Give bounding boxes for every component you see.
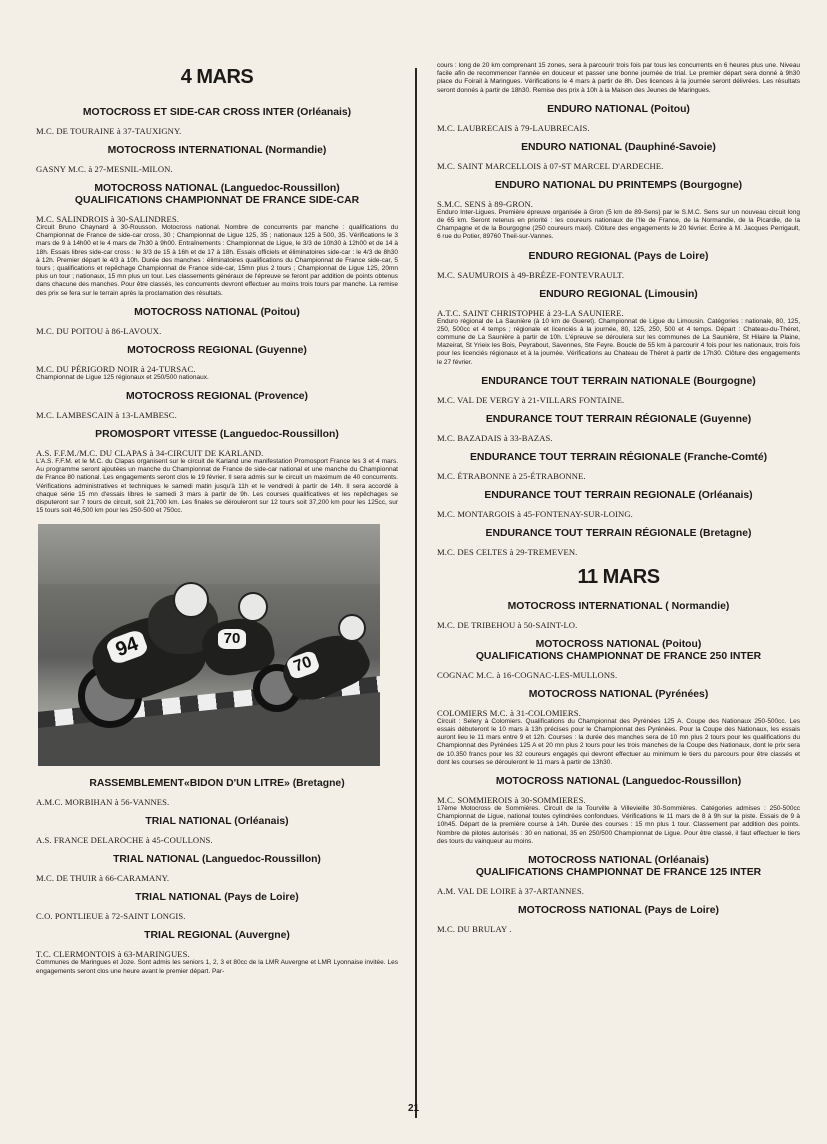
date-heading-4-mars: 4 MARS <box>180 66 254 88</box>
event-description: Championnat de Ligue 125 régionaux et 250/500 nationaux. <box>36 373 209 381</box>
event-club: M.C. LAMBESCAIN à 13-LAMBESC. <box>36 410 177 421</box>
event-club: M.C. LAUBRECAIS à 79-LAUBRECAIS. <box>437 122 590 133</box>
left-events <box>36 107 398 515</box>
event-title-text: ENDURANCE TOUT TERRAIN RÉGIONALE <box>485 527 697 539</box>
event-subtitle: QUALIFICATIONS CHAMPIONNAT DE FRANCE 250 INTER <box>475 650 762 662</box>
event-title-text: MOTOCROSS REGIONAL <box>127 344 253 356</box>
event-title <box>36 930 398 942</box>
event-title-text: MOTOCROSS NATIONAL <box>94 183 218 194</box>
race-photo <box>38 524 380 766</box>
event-title <box>437 689 800 701</box>
event-entry <box>437 601 800 630</box>
race-number-3: 70 <box>285 650 321 681</box>
event-title-text: ENDURO NATIONAL <box>547 103 648 115</box>
event-region: ( Normandie) <box>665 600 730 612</box>
event-entry <box>437 689 800 767</box>
event-entry <box>36 930 398 975</box>
event-title <box>437 414 800 426</box>
event-title-text: ENDURO REGIONAL <box>528 250 632 262</box>
event-entry <box>437 452 800 481</box>
event-region: (Pays de Loire) <box>633 250 709 262</box>
event-title <box>36 892 398 904</box>
right-events-11-mars <box>437 601 800 934</box>
event-title <box>36 345 398 357</box>
event-title <box>437 104 800 116</box>
event-description: L'A.S. F.F.M. et le M.C. du Clapas organisent sur le circuit de Karland une manifestation Promosport France les 3 et 4 mars. Au programme seront ajoutées un manche du Championnat de France de side-car national et une manche du Championnat de France 80 national. Les engagements seront clos le 19 février. Il sera admis sur le circuit un maximum de 40 concurrents. Vérifications administratives et techniques le samedi matin jusqu'à 11h et le vendredi à partir de 14h. Il sera accordé à chaque série 15 mn d'essais libres le samedi 3 mars à partir de 9h. Les courses qualificatives et les repêchages se disputeront sur 7 tours de circuit, soit 21,700 km. Les finales se dérouleront sur 12 tours soit 37,200 km pour les 125cc, sur 15 tours soit 46,500 km pour les 250-500 et 750cc. <box>36 458 398 515</box>
event-region: (Languedoc-Roussillon) <box>220 183 340 194</box>
event-description: Circuit : Selery à Colomiers. Qualifications du Championnat des Pyrénées 125 A. Coupe des Nationaux 250-500cc. Les essais débuteront le 10 mars à 13h précises pour le Championnat des Pyrénées. Pour la Coupe des Nationaux, les essais auront lieu le 11 mars entre 9 et 12h. Courses : la durée des manches sera de 10 mn plus 2 tours pour les qualifications du Championnat des Pyrénées 125 A et 20 mn plus 2 tours pour les trois manches de la Coupe des Nationaux, dont le prix sera de 10.350 francs pour les 32 coureurs engagés qui devront effectuer au minimum le tiers du parcours pour être classés et dont les courses se dérouleront le 11 mars à partir de 13h30. <box>437 717 800 766</box>
event-club: A.M. VAL DE LOIRE à 37-ARTANNES. <box>437 886 584 897</box>
event-club: M.C. BAZADAIS à 33-BAZAS. <box>437 432 553 443</box>
event-title <box>437 452 800 464</box>
event-region: (Pyrénées) <box>655 688 709 700</box>
event-region: (Languedoc-Roussillon) <box>622 776 742 788</box>
event-title-text: RASSEMBLEMENT«BIDON D'UN LITRE» <box>89 778 290 790</box>
event-entry <box>437 104 800 133</box>
helmet-2 <box>238 592 268 622</box>
event-club: M.C. DU PÉRIGORD NOIR à 24-TURSAC. <box>36 363 196 374</box>
event-title <box>36 816 398 828</box>
event-entry <box>437 414 800 443</box>
event-title <box>36 145 398 157</box>
event-entry <box>437 490 800 519</box>
continued-description: cours : long de 20 km comprenant 15 zones, sera à parcourir trois fois par tous les concurrents en 6 heures plus une. Niveau facile afin de recommencer l'année en douceur et passer une bonne journée de trial. Le premier départ sera donné à 9h30 place du Foirail à Maringues. Vérifications le 4 mars à partir de 8h. Des licences à la journée seront délivrées. Les résultats seront donnés à partir de 18h30. Remise des prix à 10h à la Maison des Jeunes de Maringues. <box>437 62 800 94</box>
event-club: T.C. CLERMONTOIS à 63-MARINGUES. <box>36 949 190 960</box>
event-club: A.S. F.F.M./M.C. DU CLAPAS à 34-CIRCUIT DE KARLAND. <box>36 448 264 459</box>
event-region: (Bourgogne) <box>693 375 756 387</box>
event-title <box>437 639 800 651</box>
event-title-text: TRIAL REGIONAL <box>144 930 233 942</box>
event-title-text: MOTOCROSS REGIONAL <box>125 391 252 403</box>
event-entry <box>36 145 398 174</box>
event-entry <box>437 776 800 846</box>
event-region: (Normandie) <box>265 145 327 156</box>
event-entry <box>437 251 800 280</box>
event-club: M.C. DU BRULAY . <box>437 924 512 935</box>
event-title <box>437 142 800 154</box>
event-title-text: MOTOCROSS NATIONAL <box>134 306 258 318</box>
right-column <box>437 62 800 943</box>
event-title-text: ENDURANCE TOUT TERRAIN RÉGIONALE <box>469 451 682 463</box>
event-entry <box>36 345 398 382</box>
event-entry <box>36 854 398 883</box>
event-title <box>437 376 800 388</box>
event-title <box>437 490 800 502</box>
event-title <box>437 528 800 540</box>
event-entry <box>36 183 398 298</box>
event-club: M.C. SAUMUROIS à 49-BRÉZE-FONTEVRAULT. <box>437 269 625 280</box>
event-club: M.C. MONTARGOIS à 45-FONTENAY-SUR-LOING. <box>437 508 633 519</box>
event-title-text: ENDURO REGIONAL <box>539 288 642 300</box>
event-region: (Pays de Loire) <box>644 905 719 917</box>
event-region: (Provence) <box>254 391 309 403</box>
event-club: GASNY M.C. à 27-MESNIL-MILON. <box>36 164 173 174</box>
event-title-text: MOTOCROSS NATIONAL <box>518 905 642 917</box>
right-events <box>437 104 800 557</box>
event-club: COGNAC M.C. à 16-COGNAC-LES-MULLONS. <box>437 669 618 680</box>
event-region: (Orléanais) <box>296 107 352 118</box>
event-entry <box>437 180 800 242</box>
event-title-text: ENDURANCE TOUT TERRAIN NATIONALE <box>481 375 691 387</box>
event-region: (Guyenne) <box>255 344 307 356</box>
event-entry <box>437 142 800 171</box>
column-divider <box>415 68 417 1118</box>
event-region: (Poitou) <box>662 638 702 650</box>
event-entry <box>437 376 800 405</box>
event-entry <box>36 892 398 921</box>
event-club: M.C. DE THUIR à 66-CARAMANY. <box>36 873 170 884</box>
event-title <box>437 180 800 192</box>
event-region: (Dauphiné-Savoie) <box>624 141 716 153</box>
event-entry <box>437 528 800 557</box>
event-title <box>36 778 398 790</box>
event-title <box>437 905 800 917</box>
event-club: M.C. DU POITOU à 86-LAVOUX. <box>36 325 162 336</box>
event-description: Enduro Inter-Ligues. Première épreuve organisée à Gron (5 km de 89-Sens) par le S.M.C. Sens sur un nouveau circuit long de 65 km. Seront retenus en priorité : les coureurs nationaux de l'Ile de France, de la Normandie, de la Picardie, de la Champagne et de la Bourgogne (250 coureurs maxi). Clôture des engagements le 20 février. Écrire à M. Jacques Perrigault, 6 rue du Potier, 89760 Theil-sur-Vannes. <box>437 208 800 241</box>
event-title-text: PROMOSPORT VITESSE <box>95 429 217 441</box>
event-entry <box>36 429 398 515</box>
event-title-text: MOTOCROSS INTERNATIONAL <box>107 145 263 156</box>
event-description: Enduro régional de La Saunière (à 10 km de Gueret). Championnat de Ligue du Limousin. Catégories : nationale, 80, 125, 250, 500cc et 4 temps ; régionale et licenciés à la journée, 80, 125, 250, 500 et 4 temps. Départ : Chateau-du-Théret, commune de La Saunière à partir de 10h. L'épreuve se déroulera sur les communes de La Saunière, St Hilaire la Plaine, Mazeirat, St Yrieix les Bois, Peyrabout, Savennes, Ste Feyre. Boucle de 55 km à parcourir 4 fois pour les nationaux, trois fois pour les licenciés régionaux et à la journée. Vérifications au Chateau de Théret à partir de 17h30. Clôture des engagements le 27 février. <box>437 317 800 366</box>
event-club: A.T.C. SAINT CHRISTOPHE à 23-LA SAUNIERE. <box>437 307 624 318</box>
event-region: (Bretagne) <box>292 778 345 790</box>
event-title-text: ENDURO NATIONAL <box>521 141 622 153</box>
event-title-text: ENDURO NATIONAL DU PRINTEMPS <box>494 179 677 191</box>
event-title-text: MOTOCROSS NATIONAL <box>528 688 653 700</box>
helmet-3 <box>338 614 366 642</box>
event-club: M.C. SOMMIEROIS à 30-SOMMIERES. <box>437 795 586 806</box>
photo-background <box>38 524 380 584</box>
event-region: (Orléanais) <box>234 816 289 828</box>
event-title <box>437 251 800 263</box>
event-title-text: MOTOCROSS NATIONAL <box>528 855 652 867</box>
event-region: (Orléanais) <box>654 855 709 867</box>
event-title <box>36 307 398 319</box>
event-entry <box>36 107 398 136</box>
event-entry <box>437 855 800 896</box>
event-region: (Guyenne) <box>699 413 752 425</box>
event-region: (Bretagne) <box>699 527 752 539</box>
event-description: Circuit Bruno Chaynard à 30-Rousson. Motocross national. Nombre de concurrents par manche : qualifications du Championnat de France de side-car cross, 30 ; Championnat de Ligue 125, 35 ; nationaux 125 à 500, 35. Vérifications le 3 mars de 9 à 14h00 et le 4 mars de 7h30 à 9h00. Entraînements : Championnat de Ligue, le 3/3 de 10h30 à 12h00 et de 14 à 18h. Essais libres side-car cross : le 3/3 de 15 à 16h et de 17 à 18h. Essais officiels et éliminatoires side-car : le 4/3 de 8h30 à 12h. Premier départ le 4/3 à 10h. Durée des manches : éliminatoires qualifications du Championnat de France side-car, 5 tours ; qualifications et repêchage Championnat de France side-car, 15mn plus 2 tours ; Championnat de Ligue 125, 20mn plus un tour ; nationaux, 15 mn plus un tour. Les classements généraux de l'épreuve se feront par addition de points obtenus dans chacune des manches. Pour être classés, les concurrents devront effectuer au moins trois tours par manche. La remise des prix se fera sur le terrain après la proclamation des résultats. <box>36 224 398 297</box>
event-title <box>437 855 800 867</box>
event-club: M.C. DE TOURAINE à 37-TAUXIGNY. <box>36 126 182 136</box>
event-region: (Poitou) <box>650 103 690 115</box>
event-title-text: TRIAL NATIONAL <box>113 854 200 866</box>
event-title-text: MOTOCROSS NATIONAL <box>495 776 620 788</box>
race-number-2: 70 <box>218 629 246 649</box>
event-entry <box>437 639 800 680</box>
event-club: A.M.C. MORBIHAN à 56-VANNES. <box>36 797 170 808</box>
event-region: (Orléanais) <box>698 489 753 501</box>
event-title <box>437 776 800 788</box>
event-title <box>437 289 800 301</box>
event-club: M.C. DE TRIBEHOU à 50-SAINT-LO. <box>437 619 578 630</box>
event-club: C.O. PONTLIEUE à 72-SAINT LONGIS. <box>36 911 186 922</box>
event-description: 17ème Motocross de Sommières. Circuit de la Tourville à Villevieille 30-Sommières. Catégories admises : 250-500cc Championnat de Ligue, national toutes cylindrées confondues. Vérifications le 11 mars de 8 à 9h sur la piste. Essais de 9 à 10h45. Départ de la première course à 14h. Durée des courses : 15 mn plus 1 tour. Classement par addition des points. Nombre de pilotes autorisés : 30 en national, 35 en 250/500 Championnat de Ligue. Pour être classé, il faut effectuer le tiers des tours du vainqueur au moins. <box>437 805 800 845</box>
event-club: M.C. DES CELTES à 29-TREMEVEN. <box>437 546 578 557</box>
date-heading-11-mars: 11 MARS <box>577 565 660 588</box>
event-region: (Limousin) <box>644 288 698 300</box>
event-title-text: ENDURANCE TOUT TERRAIN RÉGIONALE <box>485 413 697 425</box>
event-region: (Auvergne) <box>234 930 290 942</box>
event-title-text: MOTOCROSS INTERNATIONAL <box>507 600 663 612</box>
event-entry <box>437 289 800 367</box>
event-title <box>36 854 398 866</box>
event-club: A.S. FRANCE DELAROCHE à 45-COULLONS. <box>36 835 213 846</box>
event-entry <box>36 391 398 420</box>
event-title-text: TRIAL NATIONAL <box>145 816 232 828</box>
event-title <box>437 601 800 613</box>
event-title <box>36 429 398 441</box>
event-club: M.C. ÉTRABONNE à 25-ÉTRABONNE. <box>437 470 586 481</box>
event-title <box>36 107 398 119</box>
event-club: M.C. SALINDROIS à 30-SALINDRES. <box>36 214 179 224</box>
event-region: (Bourgogne) <box>679 179 743 191</box>
event-region: (Franche-Comté) <box>683 451 768 463</box>
event-subtitle: QUALIFICATIONS CHAMPIONNAT DE FRANCE 125 INTER <box>475 867 762 879</box>
event-title <box>36 391 398 403</box>
race-number-1: 94 <box>105 629 150 666</box>
event-entry <box>36 816 398 845</box>
event-title-text: MOTOCROSS NATIONAL <box>535 638 660 650</box>
event-entry <box>36 778 398 807</box>
left-column <box>36 66 398 985</box>
event-club: COLOMIERS M.C. à 31-COLOMIERS. <box>437 707 581 718</box>
event-entry <box>437 905 800 934</box>
event-entry <box>36 307 398 336</box>
event-club: M.C. SAINT MARCELLOIS à 07-ST MARCEL D'ARDECHE. <box>437 160 664 171</box>
page-number: 21 <box>407 1103 420 1114</box>
left-events-after <box>36 778 398 975</box>
event-club: M.C. VAL DE VERGY à 21-VILLARS FONTAINE. <box>437 394 625 405</box>
event-region: (Poitou) <box>260 306 300 318</box>
event-region: (Languedoc-Roussillon) <box>219 429 339 441</box>
event-subtitle: QUALIFICATIONS CHAMPIONNAT DE FRANCE SIDE-CAR <box>74 195 360 206</box>
event-club: S.M.C. SENS à 89-GRON. <box>437 198 534 209</box>
event-title <box>36 183 398 195</box>
event-title-text: TRIAL NATIONAL <box>135 892 222 904</box>
event-title-text: MOTOCROSS ET SIDE-CAR CROSS INTER <box>82 107 294 118</box>
event-region: (Pays de Loire) <box>224 892 299 904</box>
event-region: (Languedoc-Roussillon) <box>201 854 321 866</box>
event-title-text: ENDURANCE TOUT TERRAIN REGIONALE <box>484 489 696 501</box>
event-description: Communes de Maringues et Joze. Sont admis les seniors 1, 2, 3 et 80cc de la LMR Auvergne et LMR Lyonnaise invitée. Les engagements seront clos une heure avant le premier départ. Par- <box>36 959 398 975</box>
